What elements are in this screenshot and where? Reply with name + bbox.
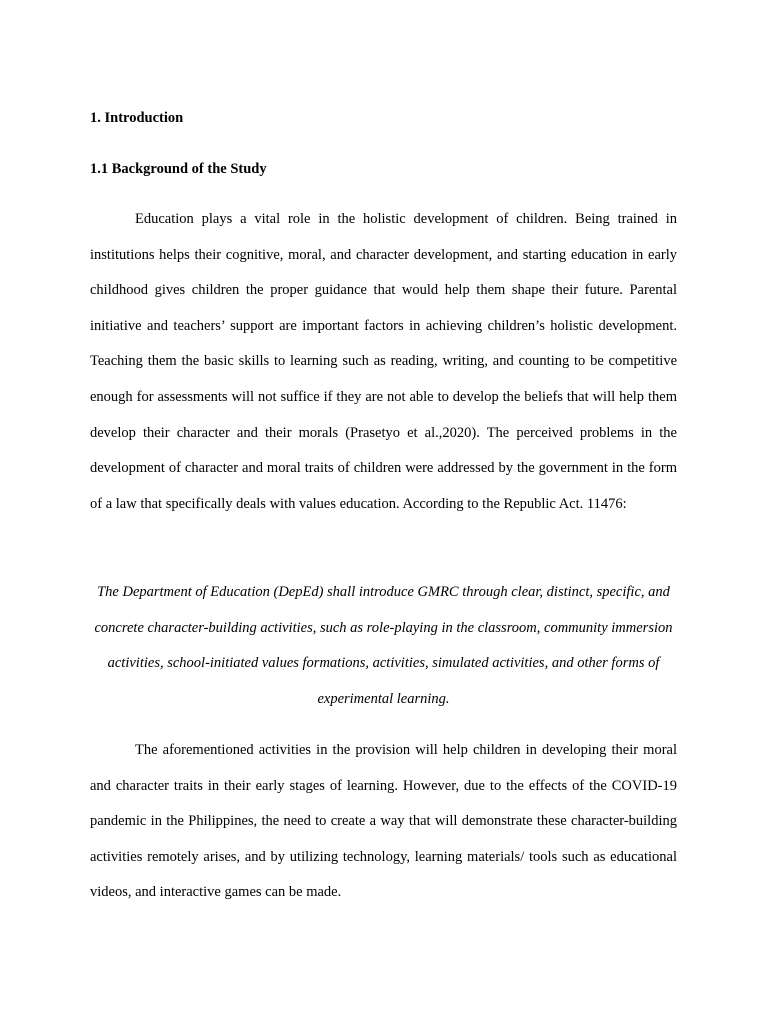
section-heading: 1. Introduction bbox=[90, 110, 184, 126]
body-paragraph-1: Education plays a vital role in the holistic development of children. Being trained in institutions helps their cognitive, moral, and character development, and starting education in early childhood gives children the proper guidance that would help them shape their future. Parental initiative and teachers’ support are important factors in achieving children’s holistic development. Teaching them the basic skills to learning such as reading, writing, and counting to be competitive enough for assessments will not suffice if they are not able to develop the beliefs that will help them develop their character and their morals (Prasetyo et al.,2020). The perceived problems in the development of character and moral traits of children were addressed by the government in the form of a law that specifically deals with values education. According to the Republic Act. 11476: bbox=[90, 211, 677, 512]
body-paragraph-2: The aforementioned activities in the provision will help children in developing their moral and character traits in their early stages of learning. However, due to the effects of the COVID-19 pandemic in the Philippines, the need to create a way that will demonstrate these character-building activities remotely arises, and by utilizing technology, learning materials/ tools such as educational videos, and interactive games can be made. bbox=[90, 742, 677, 901]
block-quote: The Department of Education (DepEd) shall introduce GMRC through clear, distinct, specific, and concrete character-building activities, such as role-playing in the classroom, community immersion activities, school-initiated values formations, activities, simulated activities, and other forms of experimental learning. bbox=[94, 584, 673, 707]
subsection-heading: 1.1 Background of the Study bbox=[90, 161, 267, 177]
